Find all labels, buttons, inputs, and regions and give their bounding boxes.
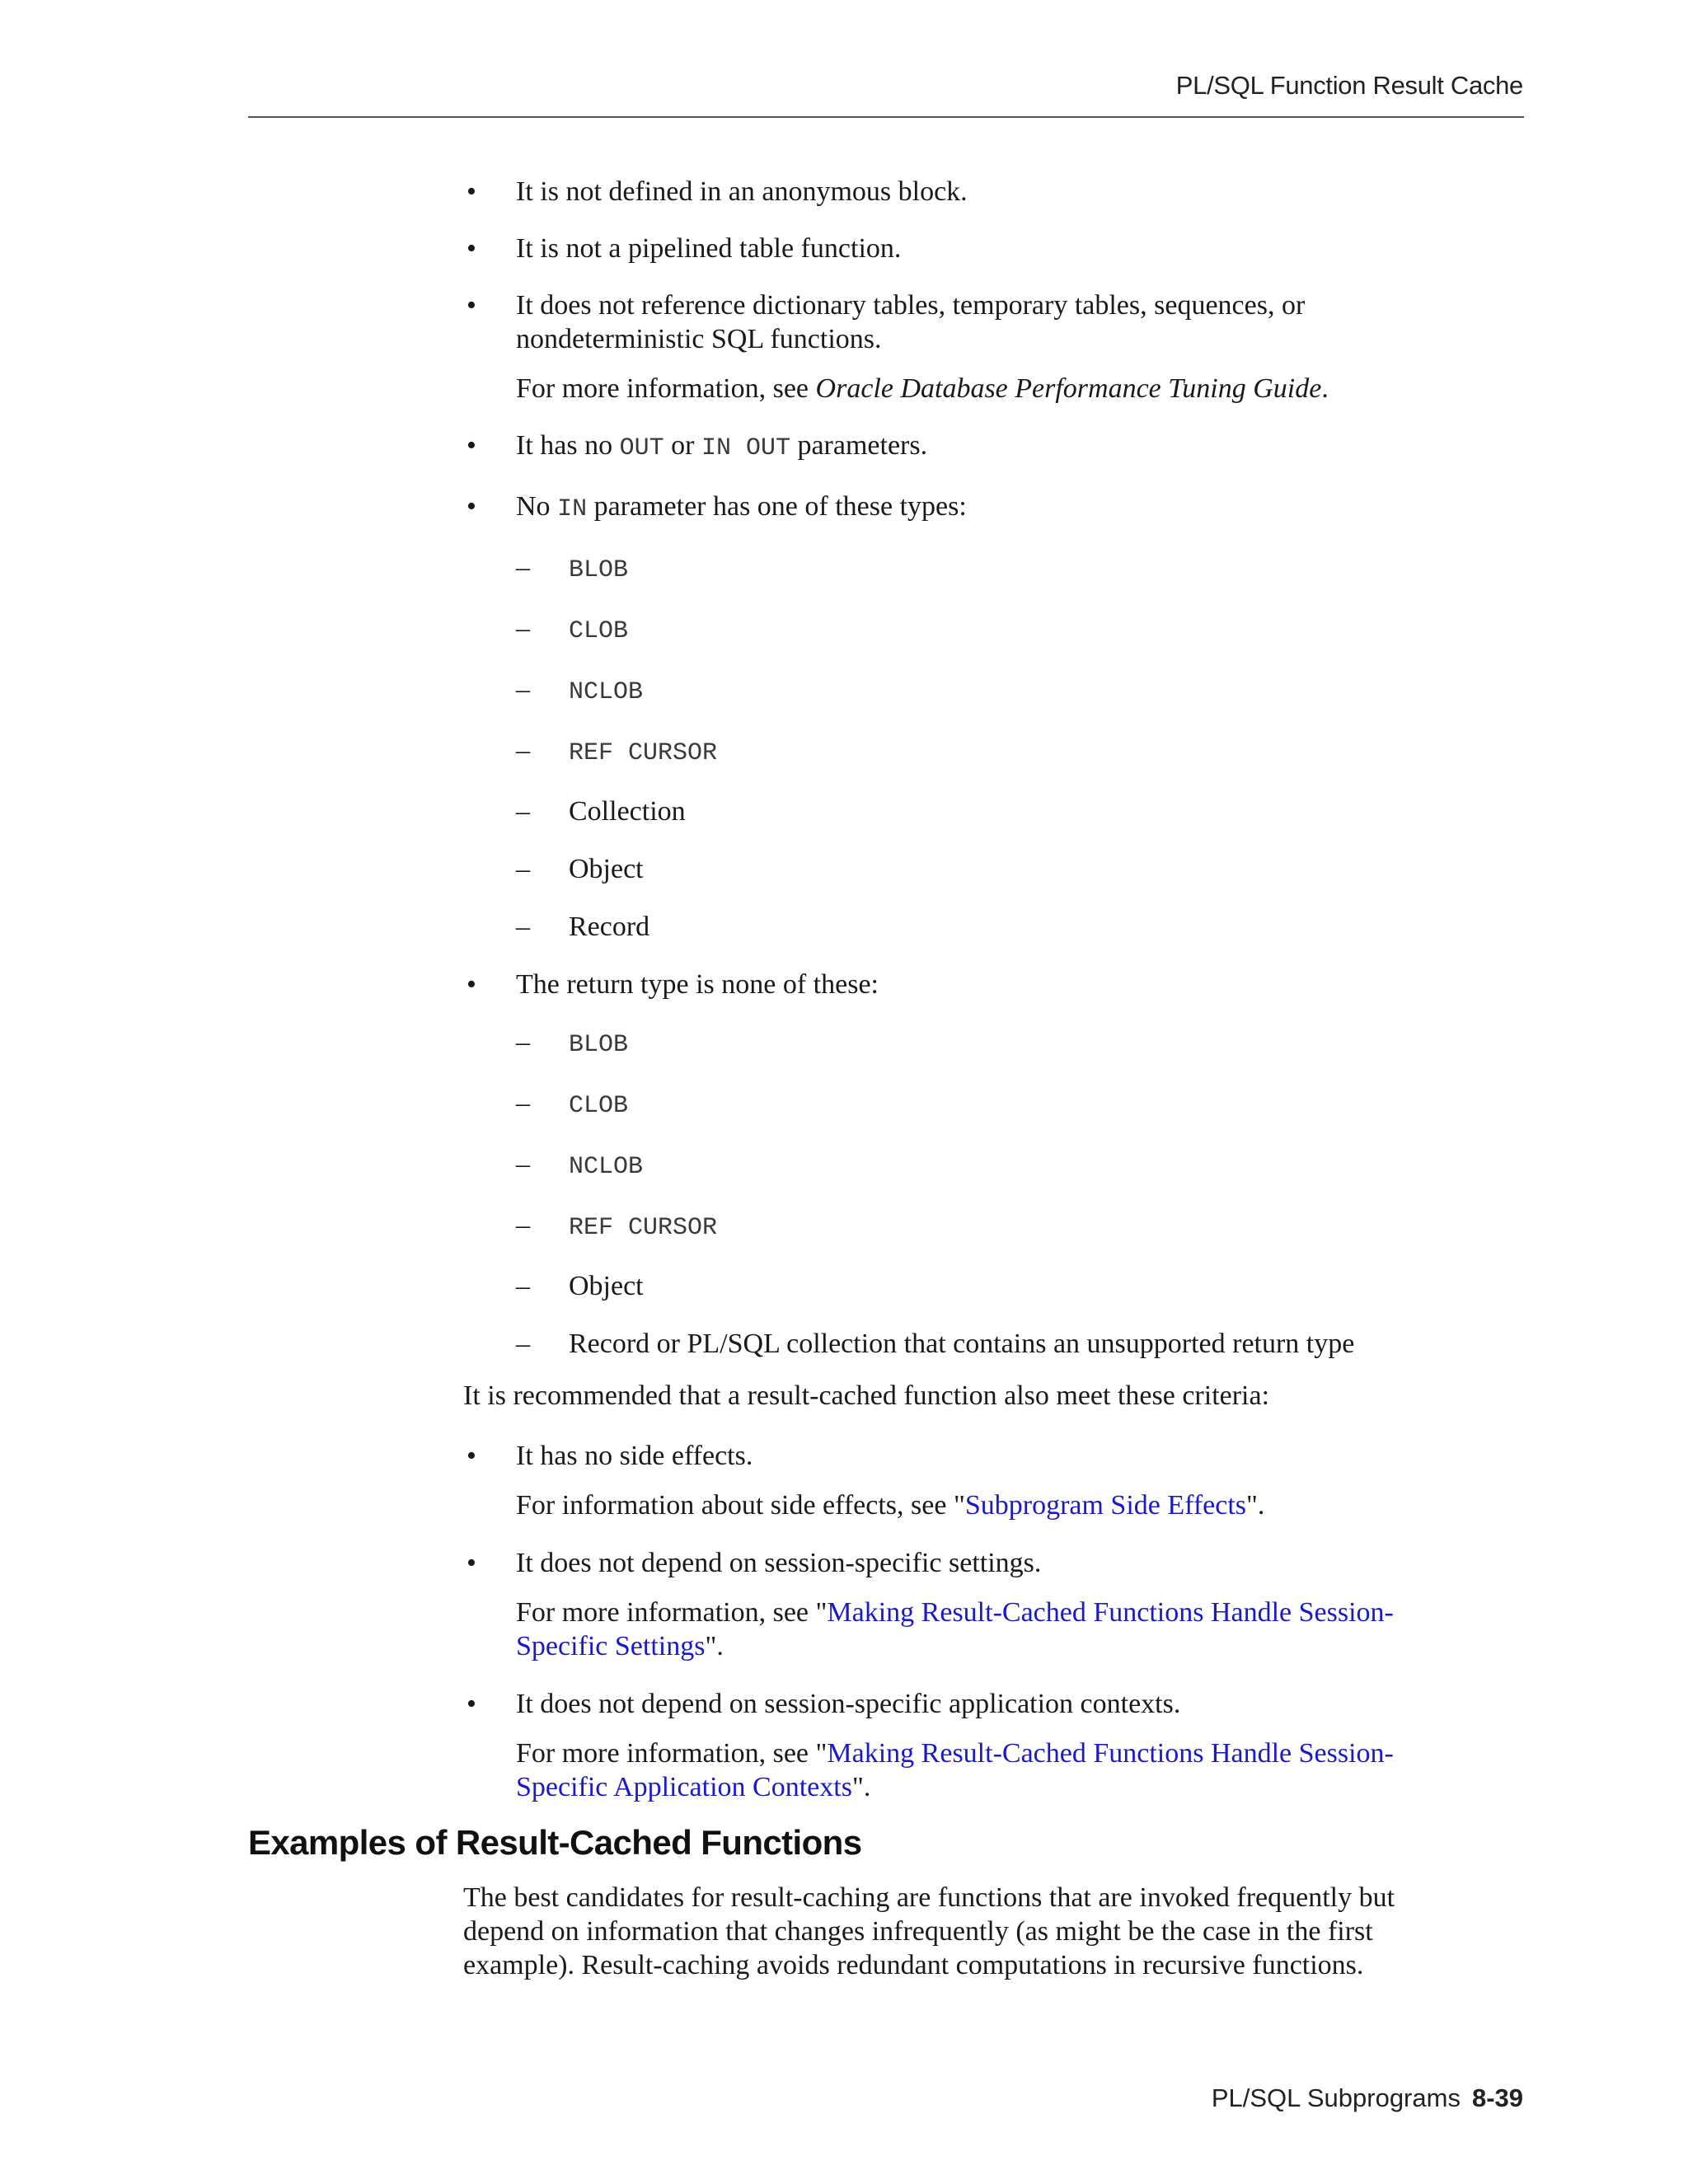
footer-chapter-title: PL/SQL Subprograms — [1211, 2083, 1461, 2112]
dash-mark: – — [516, 552, 530, 583]
list-item — [463, 232, 1535, 265]
list-item-text: It does not reference dictionary tables, temporary tables, sequences, or — [516, 290, 1306, 321]
dash-mark: – — [516, 1271, 530, 1301]
link-session-specific-settings[interactable]: Making Result-Cached Functions Handle Session- — [827, 1597, 1394, 1628]
link-session-specific-contexts[interactable]: Making Result-Cached Functions Handle Session- — [827, 1738, 1394, 1769]
sublist-item: – NCLOB — [516, 674, 644, 706]
list-item-note: For information about side effects, see "Subprogram Side Effects". — [516, 1490, 1265, 1521]
code-keyword: OUT — [619, 434, 664, 462]
list-item: • The return type is none of these: — [467, 969, 879, 1000]
sublist-item: – NCLOB — [516, 1149, 644, 1181]
code-keyword: IN OUT — [701, 434, 790, 462]
list-item: • It does not depend on session-specific settings. — [467, 1548, 1042, 1578]
dash-mark: – — [516, 674, 530, 705]
sublist-item: – Record or PL/SQL collection that contains an unsupported return type — [516, 1329, 1355, 1359]
list-item-note-continuation: Specific Application Contexts". — [516, 1772, 871, 1802]
link-session-specific-contexts[interactable]: Specific Application Contexts — [516, 1772, 852, 1802]
list-item-note: For more information, see "Making Result-Cached Functions Handle Session- — [516, 1597, 1394, 1628]
recommendation-intro: It is recommended that a result-cached function also meet these criteria: — [463, 1380, 1270, 1411]
dash-mark: – — [516, 1088, 530, 1118]
bullet-mark: • — [467, 491, 476, 522]
bullet-mark: • — [467, 430, 476, 461]
running-header-title: PL/SQL Function Result Cache — [1175, 71, 1523, 100]
list-item-note: For more information, see Oracle Database Performance Tuning Guide. — [516, 373, 1329, 404]
dash-mark: – — [516, 1149, 530, 1179]
link-session-specific-settings[interactable]: Specific Settings — [516, 1631, 706, 1661]
list-item-text: It is not a pipelined table function. — [516, 233, 902, 264]
bullet-mark: • — [467, 1441, 476, 1471]
link-subprogram-side-effects[interactable]: Subprogram Side Effects — [964, 1490, 1247, 1521]
dash-mark: – — [516, 1027, 530, 1057]
sublist-item: – REF CURSOR — [516, 735, 718, 767]
list-item: • It has no OUT or IN OUT parameters. — [467, 430, 928, 462]
bullet-mark: • — [467, 290, 476, 321]
sublist-item: – Object — [516, 1271, 644, 1301]
sublist-item: – REF CURSOR — [516, 1210, 718, 1242]
dash-mark: – — [516, 1329, 530, 1359]
dash-mark: – — [516, 796, 530, 827]
dash-mark: – — [516, 1210, 530, 1240]
section-heading: Examples of Result-Cached Functions — [248, 1823, 862, 1862]
page-footer — [1212, 2083, 1523, 2113]
page-number: 8-39 — [1471, 2083, 1523, 2112]
bullet-mark: • — [467, 1548, 476, 1578]
list-item: • No IN parameter has one of these types: — [467, 491, 967, 523]
bullet-mark: • — [467, 233, 476, 264]
bullet-mark: • — [467, 1689, 476, 1719]
sublist-item: – Collection — [516, 796, 686, 827]
list-item — [463, 175, 1535, 209]
dash-mark: – — [516, 854, 530, 884]
list-item: • It does not depend on session-specific application contexts. — [467, 1689, 1181, 1719]
sublist-item: – CLOB — [516, 1088, 629, 1120]
section-paragraph: The best candidates for result-caching are functions that are invoked frequently but depend on information that changes infrequently (as might be the case in the first example). Result-caching avoids redundant computations in recursive functions. — [463, 1882, 1395, 1980]
bullet-mark: • — [467, 969, 476, 1000]
dash-mark: – — [516, 613, 530, 644]
list-item: • It has no side effects. — [467, 1441, 753, 1471]
dash-mark: – — [516, 735, 530, 766]
sublist-item: – Object — [516, 854, 644, 884]
list-item-continuation: nondeterministic SQL functions. — [516, 324, 882, 354]
list-item-text: It is not defined in an anonymous block. — [516, 176, 968, 207]
bullet-mark: • — [467, 176, 476, 207]
list-item-note: For more information, see "Making Result-Cached Functions Handle Session- — [516, 1738, 1394, 1769]
code-keyword: IN — [557, 495, 588, 523]
book-reference: Oracle Database Performance Tuning Guide — [815, 373, 1322, 404]
list-item-note-continuation: Specific Settings". — [516, 1631, 724, 1661]
header-divider — [248, 116, 1524, 118]
list-item — [463, 288, 1535, 322]
sublist-item: – Record — [516, 912, 650, 942]
sublist-item: – CLOB — [516, 613, 629, 645]
sublist-item: – BLOB — [516, 1027, 629, 1059]
requirements-list — [463, 175, 1535, 1804]
dash-mark: – — [516, 912, 530, 942]
sublist-item: – BLOB — [516, 552, 629, 584]
